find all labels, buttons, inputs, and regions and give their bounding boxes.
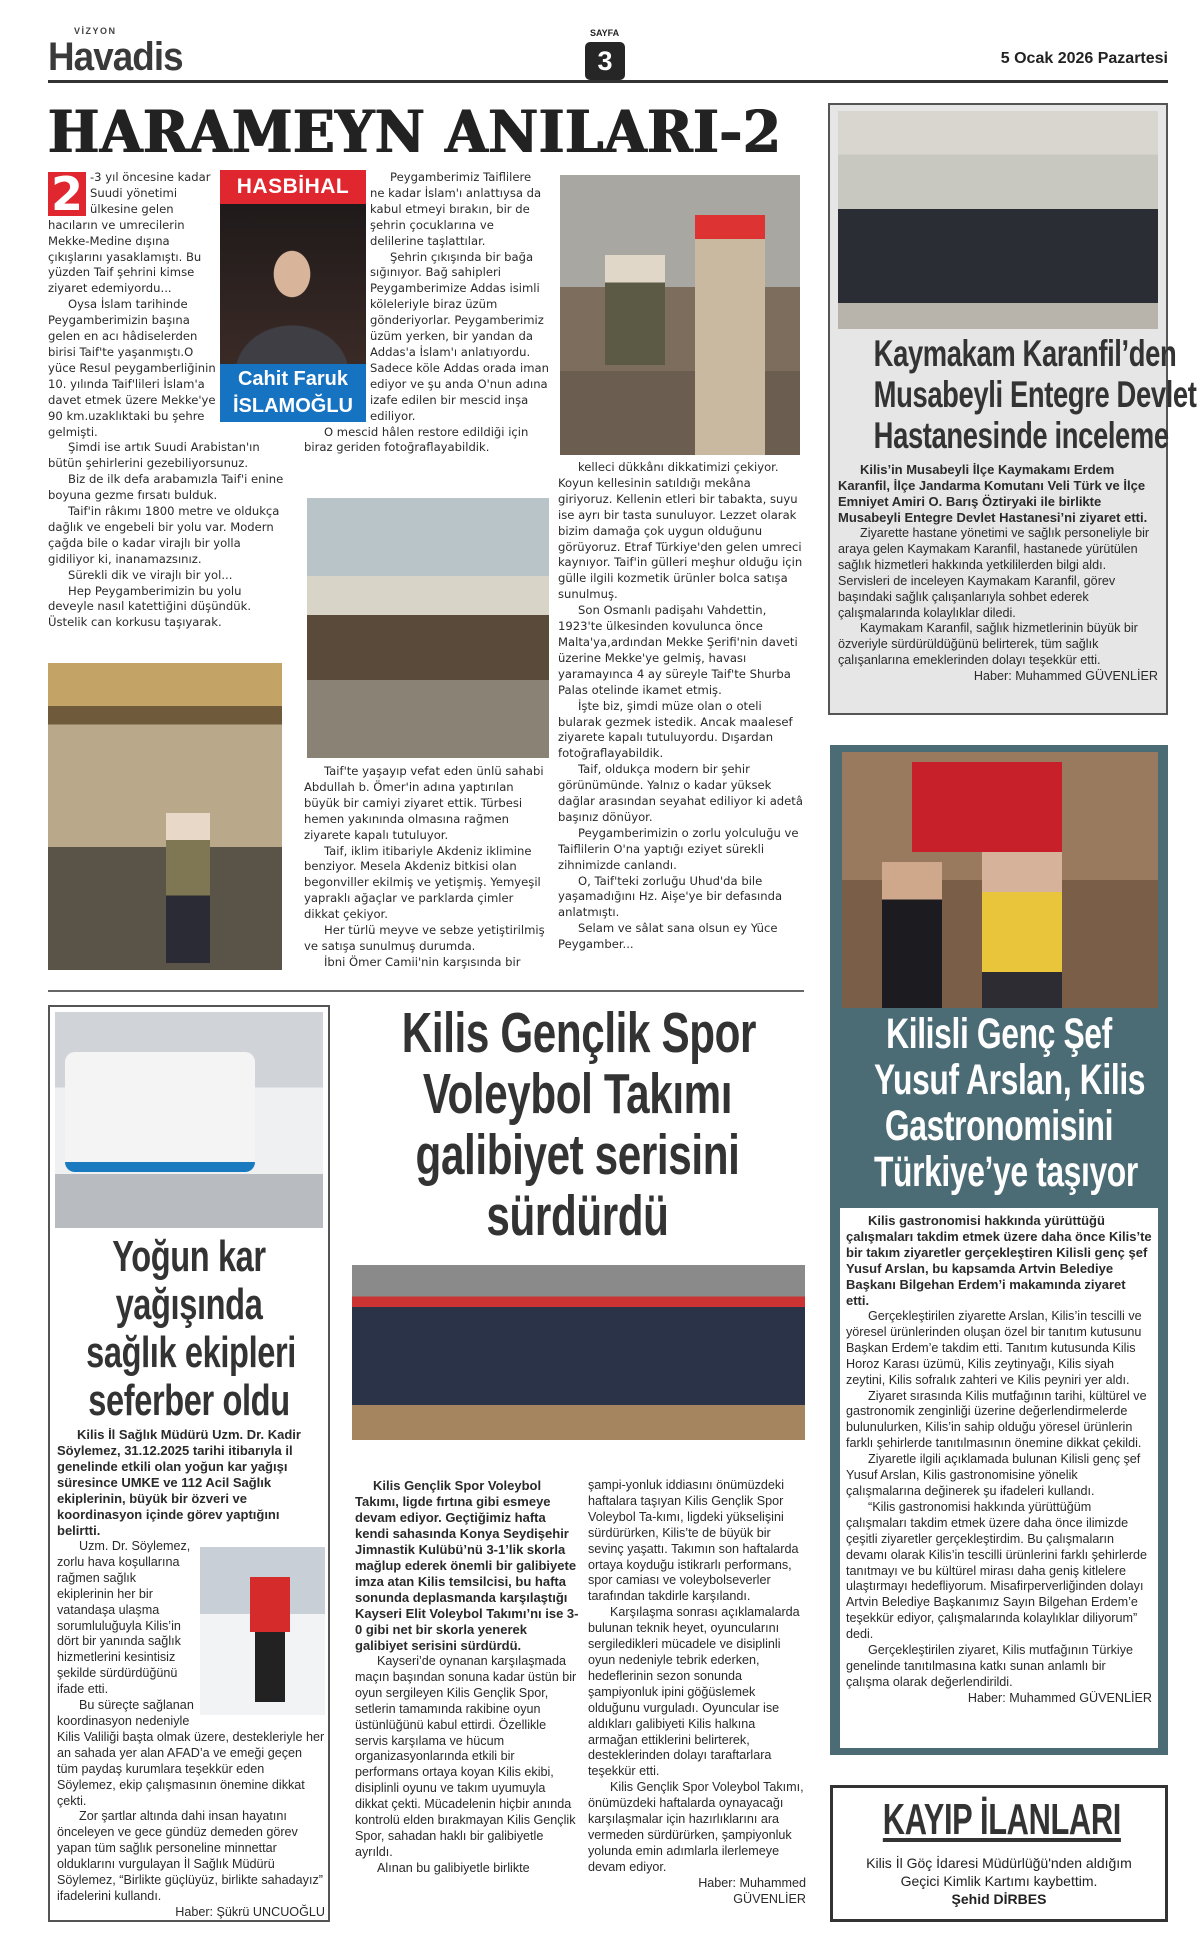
logo[interactable] — [48, 26, 208, 78]
voleybol-col-a — [355, 1478, 581, 1877]
float-spacer — [304, 170, 370, 422]
kar-article — [48, 1005, 330, 1922]
red-backpack — [250, 1577, 290, 1632]
headline-line: seferber oldu — [88, 1376, 290, 1425]
paragraph: O mescid hâlen restore edildiği için biraz geriden fotoğraflayabildik. — [304, 424, 529, 455]
headline-line: Kilis Gençlik Spor — [401, 1001, 757, 1065]
paragraph: Peygamberimiz Taiflilere ne kadar İslam'ı anlattıysa da kabul etmeyi bırakın, bir de şehrin çocuklarına ve delilerine taşlattılar. — [370, 170, 542, 248]
headline-line: Yoğun kar — [112, 1232, 266, 1281]
paragraph: Karşılaşma sonrası açıklamalarda bulunan teknik heyet, oyuncularını sergiledikleri mücadele ve disiplinli oyun nedeniyle tebrik ederken, hedeflerinin sezon sonunda şampiyonluk ipini göğüslemek olduğunu vurguladı. Oyuncular ise aldıkları galibiyeti Kilis halkına armağan ettiklerini belirterek, desteklerinden dolayı taraftarlara teşekkür etti. — [588, 1605, 800, 1779]
paragraph: Taif'te yaşayıp vefat eden ünlü sahabi Abdullah b. Ömer'in adına yaptırılan büyük bir camiyi ziyaret ettik. Türbesi hemen yakınında olmasına rağmen ziyarete kapalı tutuluyor. — [304, 764, 544, 842]
headline-line: Kaymakam Karanfil’den — [873, 333, 1177, 374]
headline-line: Kilisli Genç Şef — [886, 1010, 1112, 1058]
paragraph: Uzm. Dr. Söylemez, zorlu hava koşullarına rağmen sağlık ekiplerinin her bir vatandaşa ulaşma sorumluluğuyla Kilis’in dört bir yanında sağlık hizmetlerini kesintisiz şekilde sürdürdüğünü ifade etti. — [57, 1539, 191, 1697]
headline-line: Musabeyli Entegre Devlet — [873, 374, 1197, 415]
restaurant-photo — [48, 663, 282, 970]
voleybol-col-b — [588, 1478, 806, 1907]
byline: Haber: Muhammed — [698, 1875, 806, 1890]
byline: Haber: Muhammed GÜVENLİER — [967, 1690, 1152, 1705]
harameyn-col3 — [558, 460, 803, 985]
paragraph: O, Taif'teki zorluğu Uhud'da bile yaşamadığını Hz. Aişe'ye bir defasında anlatmıştı. — [558, 873, 783, 920]
paragraph: Gerçekleştirilen ziyarette Arslan, Kilis’in tescilli ve yöresel ürünlerinden oluşan özel bir tanıtım kutusunu Başkan Erdem’e takdim etti. Tanıtım kutusunda Kilis Horoz Karası üzümü, Kilis zeytinyağı, Kilis siyah zeytini, Kilis sofralık zahteri ve Kilis peyniri yer aldı. — [846, 1309, 1142, 1387]
headline-line: Gastronomisini — [884, 1102, 1114, 1150]
section-rule — [48, 990, 804, 992]
paragraph: Kilis Gençlik Spor Voleybol Takımı, önümüzdeki haftalarda oynayacağı karşılaşmalar için hazırlıklarını ara vermeden sürdürürken, şampiyonluk yolunda emin adımlarla ilerlemeye devam ediyor. — [588, 1780, 804, 1874]
paragraph: Alınan bu galibiyetle birlikte — [377, 1860, 530, 1875]
headline-line: yağışında — [115, 1280, 263, 1329]
page-label: SAYFA — [590, 28, 620, 38]
lead-paragraph: Kilis İl Sağlık Müdürü Uzm. Dr. Kadir Söylemez, 31.12.2025 tarihi itibarıyla il genelinde etkili olan yoğun kar yağışı süresince UMKE ve 112 Acil Sağlık ekiplerinin, büyük bir özveri ve koordinasyon içinde görev yaptığını belirtti. — [57, 1427, 301, 1538]
paragraph: Hep Peygamberimizin bu yolu deveyle nasıl katettiğini düşündük. Üstelik can korkusu taşıyarak. — [48, 583, 251, 630]
paragraph: İbni Ömer Camii'nin karşısında bir — [324, 954, 521, 969]
headline-line: galibiyet serisini — [415, 1123, 740, 1187]
lost-notice-title: KAYIP İLANLARI — [882, 1795, 1121, 1844]
paragraphs — [355, 1654, 581, 1877]
harameyn-col2-top — [304, 170, 549, 500]
kar-body — [57, 1427, 325, 1921]
ambulance-snow-photo — [55, 1012, 323, 1228]
kar-headline — [50, 1233, 328, 1425]
masthead-rule — [48, 80, 1168, 83]
chef-mayor-photo — [842, 752, 1158, 1008]
drop-cap: 2 — [48, 172, 86, 216]
paragraph: Selam ve sâlat sana olsun ey Yüce Peygamber... — [558, 921, 778, 952]
paragraph: Oysa İslam tarihinde Peygamberimizin başına gelen en acı hâdiselerden birisi Taif'te yaşanmıştı.O yüce Resul peygamberliğinin 10. yılında Taif'lileri İslam'a davet etmek üzere Mekke'ye 90 km.uzaklıktaki bu şehre gelmişti. — [48, 297, 216, 439]
paragraph: Her türlü meyve ve sebze yetiştirilmiş ve satışa sunulmuş durumda. — [304, 923, 545, 953]
mosque-market-photo — [307, 498, 549, 758]
walking-figure — [255, 1632, 285, 1702]
logo-top: VİZYON — [74, 26, 117, 36]
sef-body — [840, 1208, 1158, 1748]
paragraph: Şimdi ise artık Suudi Arabistan'ın bütün şehirlerini gezebiliyorsunuz. — [48, 440, 260, 471]
voleybol-headline — [340, 1003, 815, 1247]
paragraph: -3 yıl öncesine kadar Suudi yönetimi ülkesine gelen hacıların ve umrecilerin Mekke-Medine dışına çıkışlarını yasaklamıştı. Bu yüzden Taif şehrini kimse ziyaret edemiyordu... — [48, 170, 211, 296]
lead-paragraph: Kilis Gençlik Spor Voleybol Takımı, ligde fırtına gibi esmeye devam ediyor. Geçtiğimiz hafta kendi sahasında Konya Seydişehir Jimnastik Kulübü’nü 3-1’lik skorla mağlup ederek önemli bir galibiyete imza atan Kilis temsilcisi, bu hafta sonunda deplasmanda karşılaştığı Kayseri Elit Voleybol Takımı’nı ise 3-0 gibi net bir skorla yenerek galibiyet serisini sürdürdü. — [355, 1478, 579, 1653]
hospital-visit-photo — [838, 111, 1158, 329]
sef-headline — [830, 1011, 1168, 1195]
paragraphs — [846, 1309, 1152, 1691]
man-figure — [166, 813, 210, 963]
vendor-figure — [695, 215, 765, 455]
paragraph: Ziyaretle ilgili açıklamada bulunan Kilisli genç şef Yusuf Arslan, Kilis gastronomisine yönelik çalışmalarına değinerek şu ifadeleri kullandı. — [846, 1452, 1141, 1498]
paragraph: Taif, iklim itibariyle Akdeniz iklimine benziyor. Mesela Akdeniz bitkisi olan begonviller ekilmiş ve yetişmiş. Yemyeşil yapraklı ağaçlar ve parklarda çimler dikkat çekiyor. — [304, 843, 541, 922]
paragraphs — [838, 526, 1158, 669]
lost-notice-text1: Kilis İl Göç İdaresi Müdürlüğü'nden aldığım — [866, 1855, 1132, 1871]
paragraph: Zor şartlar altında dahi insan hayatını önceleyen ve gece gündüz demeden görev yapan tüm sağlık personeline minnettar olduklarını vurgulayan İl Sağlık Müdürü Söylemez, “Birlikte güçlüyüz, birlikte sahadayız” ifadelerini kullandı. — [57, 1809, 323, 1903]
flag — [912, 762, 1062, 852]
paragraph: Biz de ilk defa arabamızla Taif'i enine boyuna gezme fırsatı bulduk. — [48, 472, 284, 503]
headline-line: Hastanesinde inceleme — [873, 415, 1169, 456]
paragraph: Sürekli dik ve virajlı bir yol... — [68, 567, 233, 582]
chef-figure — [882, 862, 942, 1008]
kaymakam-headline — [830, 333, 1197, 456]
byline: Haber: Şükrü UNCUOĞLU — [175, 1904, 325, 1919]
paragraph: Şehrin çıkışında bir bağa sığınıyor. Bağ sahipleri Peygamberimize Addas isimli köleleriyle biraz üzüm gönderiyorlar. Peygamberimiz üzüm yerken, bir yandan da Addas'a İslam'ı anlatıyordu. Sadece köle Addas orada iman ediyor ve şu anda O'nun adına izafe edilen bir mescid inşa ediliyor. — [370, 249, 549, 423]
byline: Haber: Muhammed GÜVENLİER — [973, 669, 1158, 684]
lost-notice-text2: Geçici Kimlik Kartımı kaybettim. — [900, 1873, 1098, 1889]
lead-paragraph: Kilis’in Musabeyli İlçe Kaymakamı Erdem Karanfil, İlçe Jandarma Komutanı Veli Türk ve İlçe Emniyet Amiri O. Barış Öztiryaki ile birlikte Musabeyli Entegre Devlet Hastanesi’ni ziyaret etti. — [838, 462, 1148, 525]
paramedic-snow-photo — [200, 1547, 325, 1715]
headline-line: Türkiye’ye taşıyor — [873, 1148, 1138, 1196]
issue-date: 5 Ocak 2026 Pazartesi — [1000, 50, 1168, 67]
kaymakam-article — [828, 103, 1197, 715]
paragraph: İşte biz, şimdi müze olan o oteli bularak gezmek istedik. Ancak maalesef ziyarete kapalı tutuluyordu. Dışardan fotoğraflayabildik. — [558, 698, 793, 761]
paragraph: “Kilis gastronomisi hakkında yürüttüğüm çalışmaları takdim etmek üzere daha önce ilimizde çeşitli ziyaretler gerçekleştirdim. Bu çalışmaların devamı olarak Kilis’in tescilli ürünlerini farklı şehirlerde tanıtmayı ve bu kültürel mirası daha geniş kitlelere ulaştırmayı hedefliyorum. Misafirperverliğinden dolayı Artvin Belediye Başkanımız Sayın Bilgehan Erdem’e teşekkür ediyor, çalışmalarında kolaylıklar diliyorum” dedi. — [846, 1499, 1147, 1642]
volleyball-team-photo — [352, 1265, 805, 1440]
paragraph: kelleci dükkânı dikkatimizi çekiyor. Koyun kellesinin satıldığı mekâna giriyoruz. Kellenin etleri bir tabakta, suyu ise ayrı bir tasta sunuluyor. Lezzet olarak bizim damağa çok uygun olduğunu görüyoruz. Etraf Türkiye'den gelen umreci kaynıyor. Taif'in gülleri meşhur olduğu için gülle ilgili kozmetik ürünler bolca satışa sunulmuş. — [558, 460, 803, 602]
kaymakam-body — [838, 462, 1158, 685]
harameyn-col2-bottom — [304, 764, 549, 984]
paragraph: Ziyarette hastane yönetimi ve sağlık personeliyle bir araya gelen Kaymakam Karanfil, hastanede yürütülen sağlık hizmetleri hakkında yetkililerden bilgi aldı. Servisleri de inceleyen Kaymakam Karanfil, görev başındaki sağlık çalışanlarıyla sohbet ederek çalışmalarında kolaylıklar diledi. — [838, 526, 1150, 620]
mayor-figure — [982, 852, 1062, 1008]
paragraph: Taif'in râkımı 1800 metre ve oldukça dağlık ve engebeli bir yolu var. Modern çağda bile o kadar virajlı bir yolla gidiliyor ki, inanamazsınız. — [48, 504, 280, 566]
paragraphs — [588, 1478, 806, 1876]
author-first-name: Cahit Faruk — [237, 368, 349, 390]
paragraphs — [304, 764, 549, 971]
paragraph: Kaymakam Karanfil, sağlık hizmetlerinin büyük bir özveriyle sürdürüldüğünü belirterek, tüm sağlık çalışanlarına emeklerinden dolayı teşekkür etti. — [838, 621, 1138, 668]
headline-line: Yusuf Arslan, Kilis — [873, 1056, 1146, 1104]
paragraph: şampi-yonluk iddiasını önümüzdeki haftalara taşıyan Kilis Gençlik Spor Voleybol Ta-kımı, ligdeki yükselişini sürdürürken, Kilis’te de büyük bir sevinç yaşattı. Takımın son haftalarda ortaya koyduğu istikrarlı performans, spor camiası ve voleybolseverler tarafından takdirle karşılandı. — [588, 1478, 799, 1604]
headline-line: sağlık ekipleri — [86, 1328, 296, 1377]
paragraphs — [558, 460, 803, 953]
lost-notice — [830, 1785, 1168, 1922]
page-number-badge: 3 — [585, 42, 625, 80]
lost-notice-name: Şehid DİRBES — [951, 1891, 1047, 1907]
masthead — [48, 26, 1168, 86]
logo-brand: Havadis — [48, 35, 183, 79]
harameyn-title: HARAMEYN ANILARI-2 — [48, 98, 782, 166]
paragraph: Kayseri’de oynanan karşılaşmada maçın başından sonuna kadar üstün bir oyun sergileyen Kilis Gençlik Spor, setlerin tamamında rakibine oyun üstünlüğünü kabul ettirdi. Özellikle servis karşılama ve hücum organizasyonlarında etkili bir performans ortaya koyan Kilis ekibi, disiplinli oyunu ve takım uyumuyla dikkat çekti. Mücadelenin hiçbir anında kontrolü elden bırakmayan Kilis Gençlik Spor, sahadan haklı bir galibiyetle ayrıldı. — [355, 1654, 577, 1859]
byline: GÜVENLİER — [733, 1891, 806, 1906]
sef-article — [830, 745, 1168, 1755]
paragraph: Bu süreçte sağlanan koordinasyon nedeniyle Kilis Valiliği başta olmak üzere, destekleriyle her an sahada yer alan AFAD’a ve emeği geçen tüm paydaş kurumlara teşekkür eden Söylemez, ekip çalışmasının önemine dikkat çekti. — [57, 1698, 325, 1808]
author-last-name: İSLAMOĞLU — [233, 395, 353, 417]
ambulance — [65, 1052, 255, 1172]
paragraph: Son Osmanlı padişahı Vahdettin, 1923'te ülkesinden kovulunca önce Malta'ya,ardından Mekke Şerifi'nin daveti üzerine Mekke'ye gelmiş, havası yaramayınca 4 ay süreyle Taif'te Shurba Palas otelinde ikamet etmiş. — [558, 603, 798, 697]
headline-line: Voleybol Takımı — [422, 1062, 733, 1126]
paragraph: Gerçekleştirilen ziyaret, Kilis mutfağının Türkiye genelinde tanıtılmasına katkı sunan anlamlı bir çalışma olarak değerlendirildi. — [846, 1643, 1134, 1689]
column-label: HASBİHAL — [220, 170, 366, 204]
lead-paragraph: Kilis gastronomisi hakkında yürüttüğü çalışmaları takdim etmek üzere daha önce Kilis’te bir takım ziyaretler gerçekleştiren Kilisli genç şef Yusuf Arslan, bu kapsamda Artvin Belediye Başkanı Bilgehan Erdem’i makamında ziyaret etti. — [846, 1213, 1152, 1308]
vendor-photo — [560, 175, 800, 455]
headline-line: sürdürdü — [486, 1184, 669, 1248]
paragraph: Taif, oldukça modern bir şehir görünümünde. Yalnız o kadar yüksek dağlar arasından seyahat ediliyor ki adetâ başınız dönüyor. — [558, 762, 803, 824]
paragraph: Ziyaret sırasında Kilis mutfağının tarihi, kültürel ve gastronomik zenginliği üzerine değerlendirmelerde bulunulurken, Kilis’in sahip olduğu yöresel ürünlerin farklı şehirlerde tanıtılmasının önemine dikkat çekildi. — [846, 1388, 1147, 1451]
paragraph: Peygamberimizin o zorlu yolculuğu ve Taiflilerin O'na yaptığı eziyet sürekli zihnimizde canlandı. — [558, 825, 799, 872]
seated-man — [605, 255, 665, 365]
